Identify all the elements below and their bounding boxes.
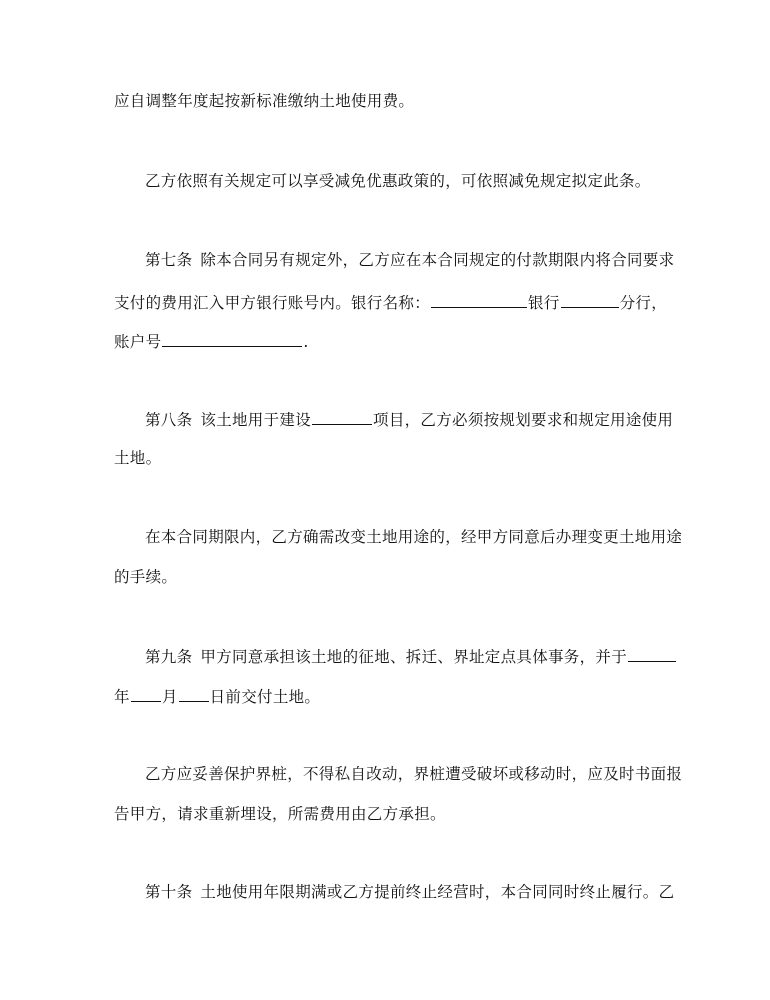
branch-blank [561,291,619,308]
text: 银行 [528,294,560,312]
text: 月 [161,688,178,706]
text: 在本合同期限内，乙方确需改变土地用途的，经甲方同意后办理变更土地用途 [145,528,683,546]
paragraph-line [114,804,446,824]
article-10-line [145,882,674,902]
year-blank [628,645,676,662]
paragraph-line [114,91,414,111]
text: 除本合同另有规定外，乙方应在本合同规定的付款期限内将合同要求 [200,251,675,269]
text: 账户号 [114,333,162,351]
article-8-line [145,408,673,430]
paragraph-line [114,291,667,313]
paragraph-line [114,330,309,352]
day-blank [179,685,209,702]
account-number-blank [162,330,302,347]
paragraph-line [114,685,320,707]
article-heading: 第十条 [145,883,193,901]
article-9-line [145,645,677,667]
text: 项目，乙方必须按规划要求和规定用途使用 [373,411,674,429]
article-heading: 第八条 [145,411,193,429]
text: 该土地用于建设 [200,411,312,429]
paragraph-line [145,764,682,784]
article-7-line [145,250,674,270]
text: 的手续。 [114,568,178,586]
text: 分行， [619,294,668,312]
paragraph-line [114,567,177,587]
paragraph-line [145,171,651,191]
text: 告甲方，请求重新埋设，所需费用由乙方承担。 [114,805,446,823]
article-heading: 第七条 [145,251,193,269]
text: 应自调整年度起按新标准缴纳土地使用费。 [114,92,415,110]
text: 甲方同意承担该土地的征地、拆迁、界址定点具体事务，并于 [200,648,628,666]
article-heading: 第九条 [145,648,193,666]
text: 乙方依照有关规定可以享受减免优惠政策的，可依照减免规定拟定此条。 [145,172,651,190]
text: 乙方应妥善保护界桩，不得私自改动，界桩遭受破坏或移动时，应及时书面报 [145,765,683,783]
text: 土地。 [114,449,162,467]
text: 年 [114,688,130,706]
text: 支付的费用汇入甲方银行账号内。银行名称： [114,294,431,312]
text: 日前交付土地。 [209,688,321,706]
bank-name-blank [431,291,527,308]
text: . [303,333,309,351]
paragraph-line [145,527,682,547]
paragraph-line [114,448,161,468]
project-blank [312,408,372,425]
text: 土地使用年限期满或乙方提前终止经营时，本合同同时终止履行。乙 [200,883,675,901]
month-blank [131,685,161,702]
